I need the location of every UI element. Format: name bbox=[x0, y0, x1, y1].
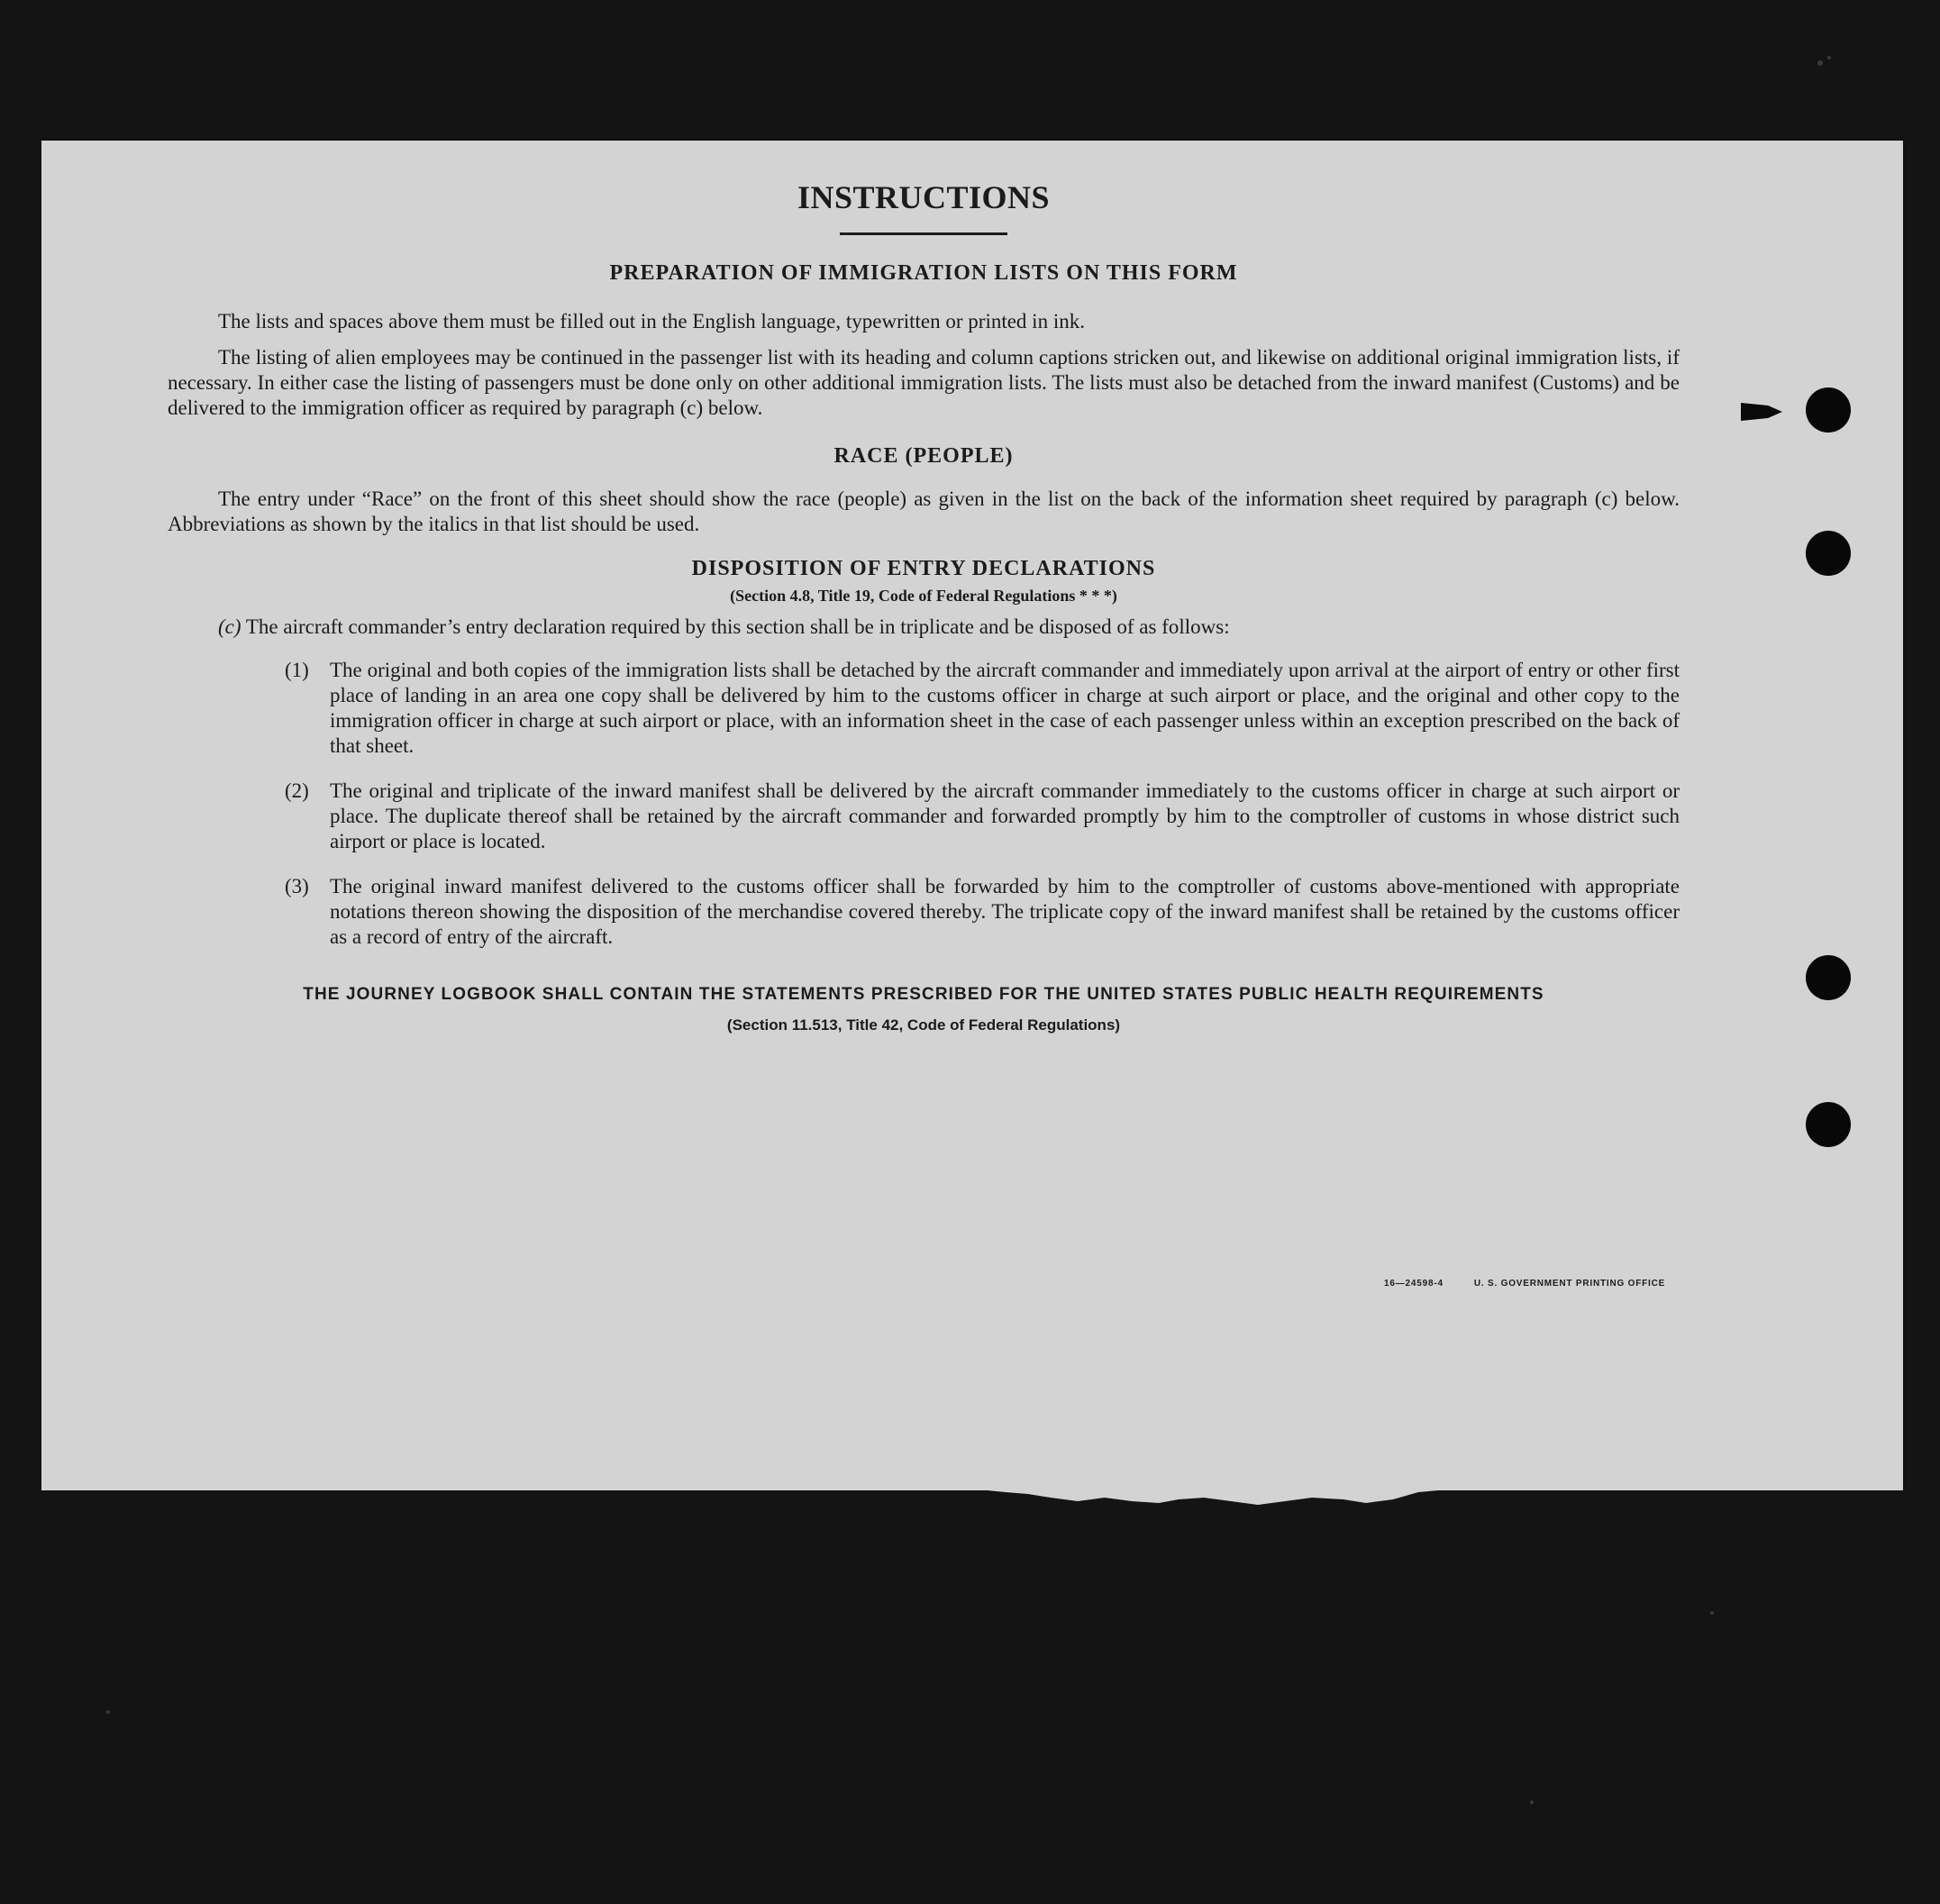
arrow-mark-icon bbox=[1739, 398, 1784, 425]
punch-hole bbox=[1806, 1102, 1851, 1147]
disposition-intro bbox=[168, 615, 1680, 640]
race-heading: RACE (PEOPLE) bbox=[833, 444, 1014, 468]
item-text: The original inward manifest delivered to the customs officer shall be forwarded by him to the comptroller of customs above-mentioned with appropriate notations thereon showing the disposition of the merchandise covered thereby. The triplicate copy of the inward manifest shall be retained by the customs officer as a record of entry of the aircraft. bbox=[330, 875, 1680, 948]
disposition-heading: DISPOSITION OF ENTRY DECLARATIONS bbox=[691, 557, 1156, 580]
item-number: (3) bbox=[285, 875, 309, 897]
item-number: (2) bbox=[285, 779, 309, 802]
item-text: The original and triplicate of the inward manifest shall be delivered by the aircraft commander immediately to the customs officer in charge at such airport or place. The duplicate thereof shall be retained by the aircraft commander and forwarded promptly by him to the comptroller of customs in whose district such airport or place is located. bbox=[330, 779, 1680, 852]
disposition-item-3 bbox=[168, 874, 1680, 950]
disposition-item-1 bbox=[168, 658, 1680, 759]
disposition-citation: (Section 4.8, Title 19, Code of Federal Regulations * * *) bbox=[730, 587, 1117, 605]
printer-imprint bbox=[1384, 1279, 1665, 1289]
form-number: 16—24598-4 bbox=[1384, 1279, 1444, 1289]
disposition-intro-label: (c) bbox=[218, 615, 241, 638]
preparation-heading: PREPARATION OF IMMIGRATION LISTS ON THIS FORM bbox=[609, 261, 1238, 285]
disposition-intro-text: The aircraft commander’s entry declaration required by this section shall be in triplicate and be disposed of as follows: bbox=[245, 615, 1230, 638]
document-body bbox=[168, 178, 1680, 1038]
health-requirements-citation: (Section 11.513, Title 42, Code of Federal Regulations) bbox=[726, 1016, 1121, 1034]
title-rule bbox=[840, 232, 1007, 235]
race-paragraph: The entry under “Race” on the front of this sheet should show the race (people) as given in the list on the back of the information sheet required by paragraph (c) below. Abbreviations as shown by the italics in that list should be used. bbox=[168, 487, 1680, 535]
punch-hole bbox=[1806, 955, 1851, 1000]
torn-edge bbox=[988, 1487, 1438, 1514]
punch-hole bbox=[1806, 387, 1851, 433]
preparation-paragraph-1: The lists and spaces above them must be filled out in the English language, typewritten or printed in ink. bbox=[218, 310, 1085, 333]
item-number: (1) bbox=[285, 659, 309, 681]
punch-hole bbox=[1806, 531, 1851, 576]
printer-name: U. S. GOVERNMENT PRINTING OFFICE bbox=[1473, 1279, 1666, 1289]
document-title: INSTRUCTIONS bbox=[797, 179, 1051, 215]
preparation-paragraph-2: The listing of alien employees may be continued in the passenger list with its heading and column captions stricken out, and likewise on additional original immigration lists, if necessary. In either case the listing of passengers must be done only on other additional immigration lists. The lists must also be detached from the inward manifest (Customs) and be delivered to the immigration officer as required by paragraph (c) below. bbox=[168, 346, 1680, 419]
health-requirements-statement: THE JOURNEY LOGBOOK SHALL CONTAIN THE STATEMENTS PRESCRIBED FOR THE UNITED STATES PUBLIC HEALTH REQUIREMENTS bbox=[303, 985, 1544, 1004]
disposition-item-2 bbox=[168, 779, 1680, 854]
item-text: The original and both copies of the immigration lists shall be detached by the aircraft commander and immediately upon arrival at the airport of entry or other first place of landing in an area one copy shall be delivered by him to the customs officer in charge at such airport or place, and the original and other copy to the immigration officer in charge at such airport or place, with an information sheet in the case of each passenger unless within an exception prescribed on the back of that sheet. bbox=[330, 659, 1680, 757]
